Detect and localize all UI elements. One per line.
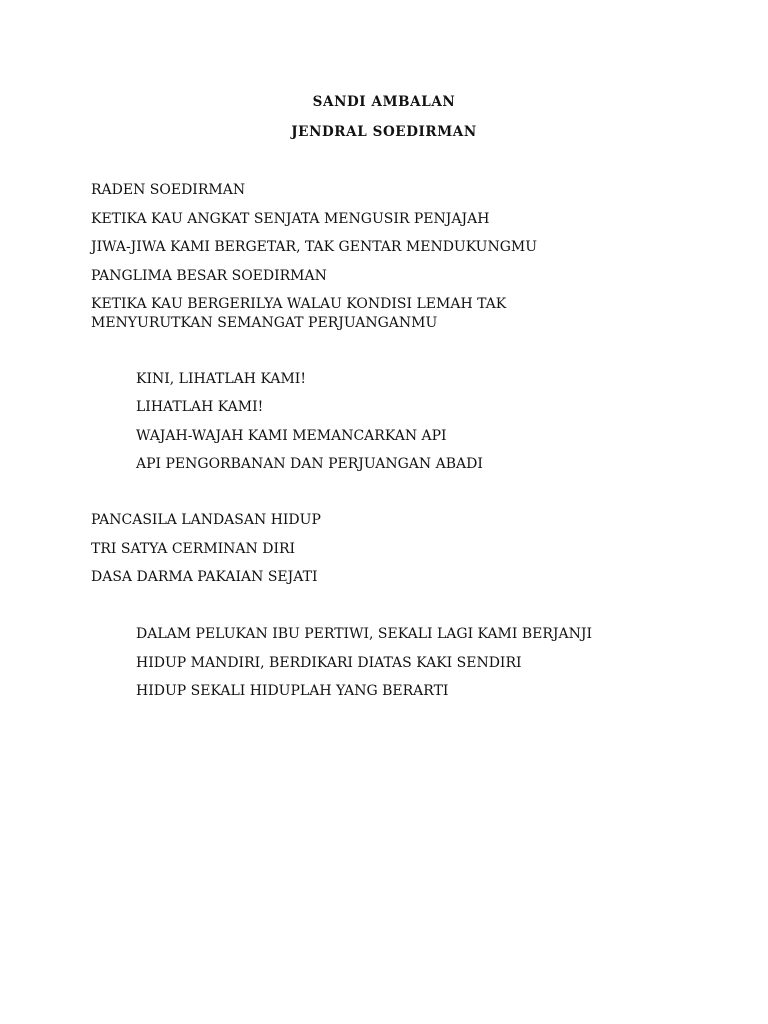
stanza-4-line-3: HIDUP SEKALI HIDUPLAH YANG BERARTI <box>136 683 449 699</box>
stanza-4-line-1: DALAM PELUKAN IBU PERTIWI, SEKALI LAGI KAMI BERJANJI <box>136 626 593 642</box>
stanza-1-line-3: JIWA-JIWA KAMI BERGETAR, TAK GENTAR MENDUKUNGMU <box>91 239 538 255</box>
stanza-2-line-1: KINI, LIHATLAH KAMI! <box>136 371 306 387</box>
stanza-3-line-2: TRI SATYA CERMINAN DIRI <box>91 541 296 557</box>
stanza-2-line-4: API PENGORBANAN DAN PERJUANGAN ABADI <box>136 456 483 472</box>
stanza-3-line-3: DASA DARMA PAKAIAN SEJATI <box>91 569 318 585</box>
stanza-2-line-2: LIHATLAH KAMI! <box>136 399 264 415</box>
stanza-1-line-2: KETIKA KAU ANGKAT SENJATA MENGUSIR PENJAJAH <box>91 211 490 227</box>
stanza-1-line-4: PANGLIMA BESAR SOEDIRMAN <box>91 268 327 284</box>
stanza-2-line-3: WAJAH-WAJAH KAMI MEMANCARKAN API <box>136 428 447 444</box>
stanza-1-line-5: KETIKA KAU BERGERILYA WALAU KONDISI LEMAH TAK MENYURUTKAN SEMANGAT PERJUANGANMU <box>91 296 507 331</box>
stanza-1-line-1: RADEN SOEDIRMAN <box>91 182 246 198</box>
document-subtitle: JENDRAL SOEDIRMAN <box>291 124 477 140</box>
document-title: SANDI AMBALAN <box>312 94 456 110</box>
stanza-4-line-2: HIDUP MANDIRI, BERDIKARI DIATAS KAKI SENDIRI <box>136 655 522 671</box>
stanza-3-line-1: PANCASILA LANDASAN HIDUP <box>91 512 321 528</box>
